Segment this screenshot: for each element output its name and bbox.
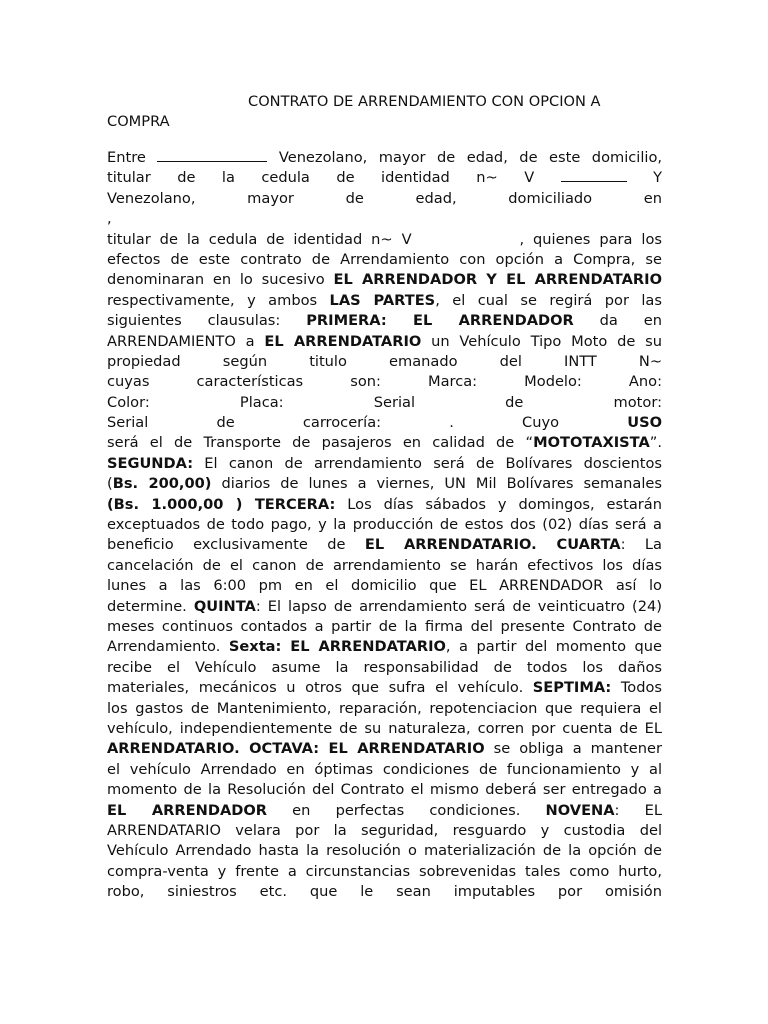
- text-fragment: INTT: [564, 352, 597, 370]
- clause-heading: SEPTIMA:: [532, 679, 612, 697]
- text-line: [107, 230, 662, 250]
- text-line: [107, 801, 662, 821]
- text-fragment: V: [524, 169, 535, 187]
- text-fragment: en perfectas condiciones.: [267, 801, 546, 819]
- field-label-modelo: Modelo:: [524, 373, 582, 391]
- text-fragment: de: [336, 169, 355, 187]
- text-line: [107, 393, 662, 413]
- text-fragment: Los días sábados y domingos, estarán: [335, 495, 662, 513]
- text-line: [107, 658, 662, 678]
- text-fragment: identidad: [381, 169, 450, 187]
- text-fragment: un Vehículo Tipo Moto de su: [421, 332, 662, 350]
- text-fragment: del: [499, 352, 522, 370]
- text-fragment: le: [360, 883, 374, 901]
- text-fragment: de: [345, 189, 364, 207]
- text-fragment: omisión: [604, 883, 662, 901]
- text-line: [107, 311, 662, 331]
- text-fragment: se obliga a mantener: [484, 740, 662, 758]
- clause-heading: SEGUNDA:: [107, 454, 194, 472]
- text-fragment: la: [221, 169, 235, 187]
- text-fragment: beneficio exclusivamente de: [107, 536, 365, 554]
- clause-heading: QUINTA: [193, 597, 256, 615]
- text-fragment: que: [309, 883, 338, 901]
- text-line: [107, 168, 662, 188]
- text-line: [107, 352, 662, 372]
- text-line: [107, 821, 662, 841]
- text-fragment: . Cuyo: [449, 414, 628, 432]
- text-fragment: meses continuos contados a partir de la firma del presente Contrato de: [107, 617, 662, 635]
- text-fragment: domiciliado: [508, 189, 593, 207]
- text-fragment: ,: [107, 210, 112, 228]
- text-line: [107, 678, 662, 698]
- text-line: [107, 719, 662, 739]
- text-fragment: en: [643, 189, 663, 207]
- text-fragment: diarios de lunes a viernes, UN Mil Bolívares semanales: [211, 475, 663, 493]
- bold-term: EL ARRENDADOR Y EL ARRENDATARIO: [333, 271, 663, 289]
- text-line: [107, 372, 662, 392]
- clause-heading: PRIMERA: EL ARRENDADOR: [306, 312, 574, 330]
- text-fragment: etc.: [259, 883, 287, 901]
- text-fragment: (: [107, 475, 113, 493]
- text-fragment: , quienes para los: [519, 230, 663, 248]
- text-line: [107, 291, 662, 311]
- text-fragment: titular de la cedula de identidad n~ V: [107, 230, 412, 248]
- text-fragment: el vehículo Arrendado en óptimas condiciones de funcionamiento y al: [107, 760, 662, 778]
- text-fragment: momento de la Resolución del Contrato el mismo deberá ser entregado a: [107, 781, 662, 799]
- text-fragment: edad,: [415, 189, 457, 207]
- text-line: [107, 862, 662, 882]
- clause-heading: EL ARRENDATARIO. CUARTA: [364, 536, 621, 554]
- text-fragment: : EL: [614, 801, 662, 819]
- field-label-serial-motor: Serial de motor:: [373, 393, 662, 411]
- blank-field-id: [561, 169, 627, 182]
- text-line: [107, 332, 662, 352]
- text-fragment: da en: [573, 312, 662, 330]
- bold-term: Bs. 200,00): [112, 475, 212, 493]
- text-line: [107, 454, 662, 474]
- text-fragment: siniestros: [167, 883, 237, 901]
- text-fragment: Venezolano, mayor de edad, de este domicilio,: [278, 149, 663, 166]
- text-fragment: Entre: [107, 149, 146, 166]
- bold-term: LAS PARTES: [329, 291, 436, 309]
- text-fragment: cedula: [261, 169, 310, 187]
- text-line: [107, 699, 662, 719]
- text-fragment: compra-venta y frente a circunstancias sobrevenidas tales como hurto,: [107, 862, 662, 880]
- contract-title: CONTRATO DE ARRENDAMIENTO CON OPCION A COMPRA: [107, 93, 601, 131]
- text-line: [107, 515, 662, 535]
- text-fragment: imputables: [453, 883, 536, 901]
- text-fragment: determine.: [107, 597, 194, 615]
- text-fragment: : La: [620, 536, 662, 554]
- text-fragment: , a partir del momento que: [445, 638, 662, 656]
- field-label-ano: Ano:: [628, 373, 663, 391]
- text-fragment: exceptuados de todo pago, y la producción de estos dos (02) días será a: [107, 516, 662, 534]
- text-fragment: lunes a las 6:00 pm en el domicilio que EL ARRENDADOR así lo: [107, 577, 662, 595]
- text-fragment: ARRENDAMIENTO a: [107, 332, 265, 350]
- field-label-serial-carroceria: Serial de carrocería:: [107, 414, 382, 432]
- text-fragment: Vehículo Arrendado hasta la resolución o materialización de la opción de: [107, 842, 662, 860]
- contract-body: [107, 148, 662, 902]
- text-fragment: según: [222, 352, 268, 370]
- field-label-color: Color:: [107, 393, 150, 411]
- text-fragment: de: [177, 169, 196, 187]
- text-line: [107, 474, 662, 494]
- text-fragment: respectivamente, y ambos: [107, 291, 330, 309]
- text-fragment: El canon de arrendamiento será de Bolívares doscientos: [193, 454, 662, 472]
- text-line: [107, 209, 662, 229]
- text-fragment: ARRENDATARIO velara por la seguridad, resguardo y custodia del: [107, 821, 662, 839]
- text-fragment: n~: [476, 169, 498, 187]
- text-fragment: efectos de este contrato de Arrendamiento con opción a Compra, se: [107, 250, 662, 268]
- text-line: [107, 637, 662, 657]
- text-fragment: recibe el Vehículo asume la responsabilidad de todos los daños: [107, 658, 662, 676]
- text-fragment: será el de Transporte de pasajeros en calidad de “: [107, 434, 534, 452]
- text-line: [107, 841, 662, 861]
- text-line: [107, 556, 662, 576]
- text-fragment: por: [557, 883, 583, 901]
- text-line: [107, 739, 662, 759]
- text-line: [107, 495, 662, 515]
- clause-heading: ARRENDATARIO. OCTAVA: EL ARRENDATARIO: [107, 740, 485, 758]
- text-fragment: robo,: [107, 883, 145, 901]
- text-fragment: vehículo, independientemente de su naturaleza, corren por cuenta de EL: [107, 719, 662, 737]
- bold-term: MOTOTAXISTA: [533, 434, 650, 452]
- field-label-placa: Placa:: [239, 393, 284, 411]
- text-line: [107, 576, 662, 596]
- text-fragment: ”.: [649, 434, 662, 452]
- text-line: [107, 189, 662, 209]
- text-fragment: Venezolano,: [107, 189, 196, 207]
- text-line: [107, 535, 662, 555]
- text-line: [107, 597, 662, 617]
- text-fragment: denominaran en lo sucesivo: [107, 271, 334, 289]
- text-fragment: Todos: [611, 679, 662, 697]
- text-line: [107, 882, 662, 902]
- clause-heading: Sexta: EL ARRENDATARIO: [228, 638, 446, 656]
- text-fragment: los gastos de Mantenimiento, reparación, repotenciacion que requiera el: [107, 699, 662, 717]
- text-line: [107, 617, 662, 637]
- blank-field-name: [157, 149, 267, 162]
- text-fragment: sean: [396, 883, 431, 901]
- text-line: [107, 148, 662, 168]
- text-fragment: N~: [638, 352, 663, 370]
- text-fragment: titular: [107, 169, 151, 187]
- text-fragment: titulo: [309, 352, 347, 370]
- text-line: [107, 250, 662, 270]
- bold-term: USO: [627, 414, 663, 432]
- text-line: [107, 780, 662, 800]
- text-fragment: propiedad: [107, 352, 181, 370]
- field-label-marca: cuyas características son: Marca:: [107, 373, 478, 391]
- text-fragment: Arrendamiento.: [107, 638, 229, 656]
- text-fragment: emanado: [389, 352, 458, 370]
- clause-heading: (Bs. 1.000,00 ) TERCERA:: [107, 495, 336, 513]
- bold-term: EL ARRENDADOR: [107, 801, 267, 819]
- text-fragment: cancelación de el canon de arrendamiento se harán efectivos los días: [107, 556, 662, 574]
- clause-heading: NOVENA: [545, 801, 615, 819]
- text-fragment: : El lapso de arrendamiento será de veinticuatro (24): [255, 597, 662, 615]
- text-line: [107, 413, 662, 433]
- bold-term: EL ARRENDATARIO: [264, 332, 422, 350]
- text-line: [107, 760, 662, 780]
- text-fragment: mayor: [247, 189, 294, 207]
- text-fragment: Y: [653, 169, 663, 187]
- text-fragment: materiales, mecánicos u otros que sufra el vehículo.: [107, 679, 533, 697]
- text-fragment: siguientes clausulas:: [107, 312, 307, 330]
- text-line: [107, 270, 662, 290]
- text-fragment: , el cual se regirá por las: [435, 291, 662, 309]
- text-line: [107, 433, 662, 453]
